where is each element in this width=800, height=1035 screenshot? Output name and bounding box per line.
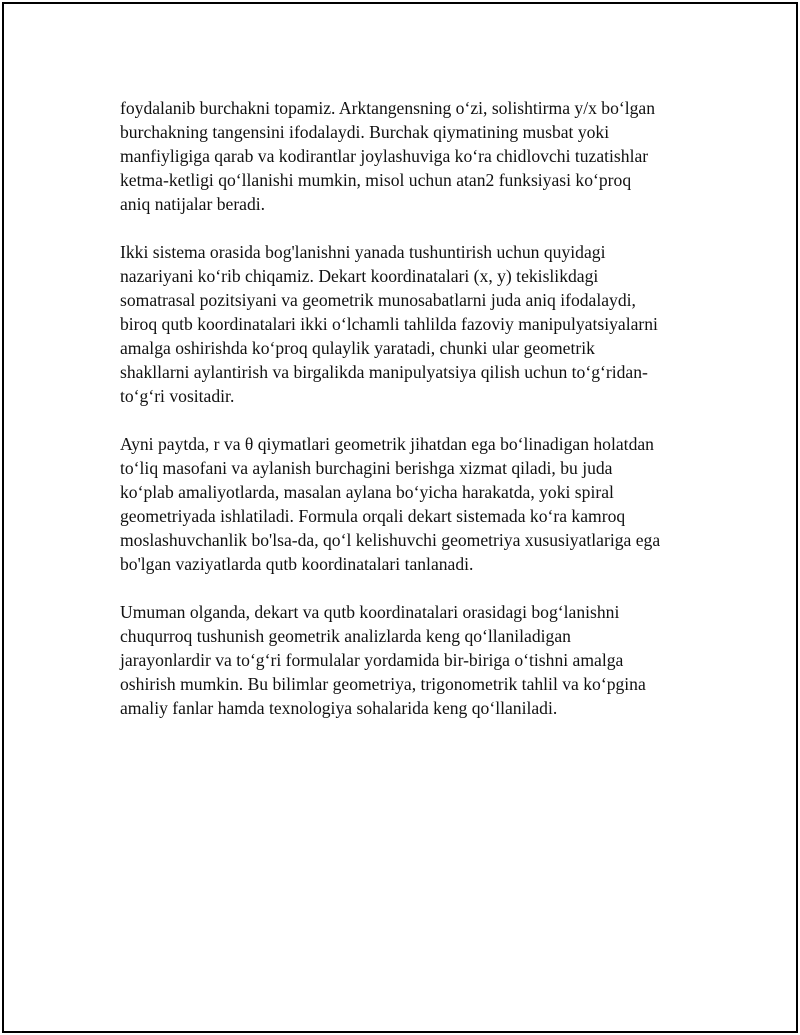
document-body — [120, 96, 690, 744]
paragraph-1: foydalanib burchakni topamiz. Arktangensning o‘zi, solishtirma y/x bo‘lgan burchakning tangensini ifodalaydi. Burchak qiymatining musbat yoki manfiyligiga qarab va kodirantlar joylashuviga ko‘ra chidlovchi tuzatishlar ketma-ketligi qo‘llanishi mumkin, misol uchun atan2 funksiyasi ko‘proq aniq natijalar beradi. — [120, 98, 656, 214]
paragraph-3: Ayni paytda, r va θ qiymatlari geometrik jihatdan ega bo‘linadigan holatdan to‘liq masofani va aylanish burchagini berishga xizmat qiladi, bu juda ko‘plab amaliyotlarda, masalan aylana bo‘yicha harakatda, yoki spiral geometriyada ishlatiladi. Formula orqali dekart sistemada ko‘ra kamroq moslashuvchanlik bo'lsa-da, qo‘l kelishuvchi geometriya xususiyatlariga ega bo'lgan vaziyatlarda qutb koordinatalari tanlanadi. — [120, 434, 661, 574]
document-page — [2, 2, 798, 1033]
paragraph-2: Ikki sistema orasida bog'lanishni yanada tushuntirish uchun quyidagi nazariyani ko‘rib chiqamiz. Dekart koordinatalari (x, y) tekislikdagi somatrasal pozitsiyani va geometrik munosabatlarni juda aniq ifodalaydi, biroq qutb koordinatalari ikki o‘lchamli tahlilda fazoviy manipulyatsiyalarni amalga oshirishda ko‘proq qulaylik yaratadi, chunki ular geometrik shakllarni aylantirish va birgalikda manipulyatsiya qilish uchun to‘g‘ridan- to‘g‘ri vositadir. — [120, 242, 658, 406]
paragraph-4: Umuman olganda, dekart va qutb koordinatalari orasidagi bog‘lanishni chuqurroq tushunish geometrik analizlarda keng qo‘llaniladigan jarayonlardir va to‘g‘ri formulalar yordamida bir-biriga o‘tishni amalga oshirish mumkin. Bu bilimlar geometriya, trigonometrik tahlil va ko‘pgina amaliy fanlar hamda texnologiya sohalarida keng qo‘llaniladi. — [120, 602, 646, 718]
